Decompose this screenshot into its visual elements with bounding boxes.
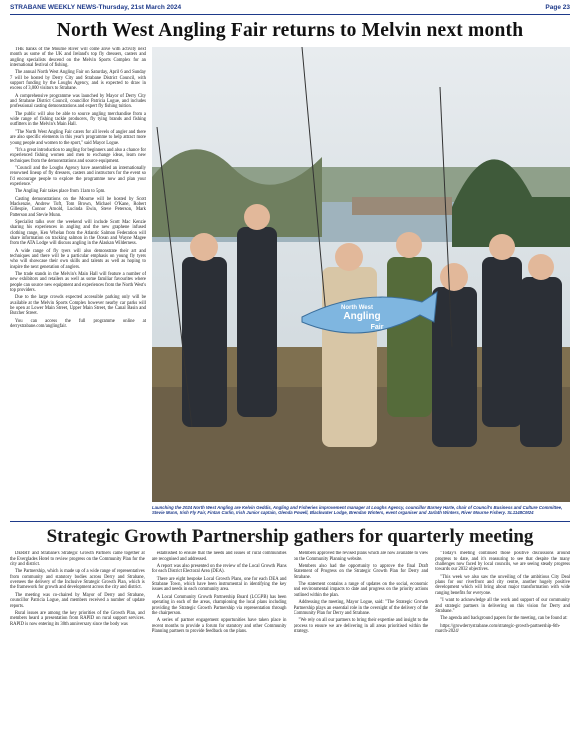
story2-paragraph: A report was also presented on the review of the Local Growth Plans for each District Electoral Area (DEA). <box>151 564 287 575</box>
story1-paragraph: Due to the large crowds expected accessible parking only will be available at the Melvin Sports Complex however nearby car parks will be open at Lower Main Street, Upper Main Street, the Canal Basin and Butcher Street. <box>10 295 146 317</box>
story2-paragraph: Addressing the meeting, Mayor Logue, said: "The Strategic Growth Partnership plays an essential role in the oversight of the delivery of the Community Plan for Derry and Strabane. <box>293 600 429 616</box>
story2-paragraph: The statement contains a range of updates on the social, economic and environmental impacts to date and progress on the priority actions outlined within the plan. <box>293 582 429 598</box>
story2-paragraph: "Today's meeting continued those positive discussions around progress to date, and it's reassuring to see that despite the many challenges now faced by local councils, we are seeing steady progress towards our 2032 objectives. <box>435 551 570 573</box>
group-photo <box>152 47 570 502</box>
photo-caption: Launching the 2024 North West Angling are Kelvin Geddis, Angling and Fisheries improvement manager at Loughs Agency, councillor Barney Harte, chair of Council's Business and Culture Committee, Stevie Munn, Irish Fly Fair, Fintan Carlin, Irish Junior captain, Glenda Powell, Blackwater Lodge, Brendan Winters, event organiser and Jarlath Winters, River Mourne Fishery. SL1148CM24 <box>152 505 563 516</box>
story1-paragraph: The annual North West Angling Fair on Saturday, April 6 and Sunday 7 will be hosted by Derry City and Strabane District Council, with support funding by the Loughs Agency, and is expected to draw in excess of 3,000 visitors to Strabane. <box>10 70 146 92</box>
story2-headline: Strategic Growth Partnership gathers for quarterly meeting <box>46 526 534 548</box>
group-photo-illustration <box>152 47 570 502</box>
story1-paragraph: "Council and the Loughs Agency have assembled an internationally renowned lineup of fly dressers, casters and instructors for the event so I'd encourage people to explore the programme now and plan your experience." <box>10 165 146 187</box>
story-divider <box>10 521 570 522</box>
masthead-date: STRABANE WEEKLY NEWS-Thursday, 21st March 2024 <box>10 3 182 11</box>
story2-paragraph: Rural issues are among the key priorities of the Growth Plan, and members heard a presentation from RAPID on rural support services. RAPID is now entering its 30th anniversary since the body was <box>10 610 145 627</box>
story2-paragraph: A Local Community Growth Partnership Board (LCGPB) has been operating in each of the areas, championing the local plans including providing the Strategic Growth Partnership via representation through the chairperson. <box>151 594 287 616</box>
story1-paragraph: A comprehensive programme was launched by Mayor of Derry City and Strabane District Council, councillor Patricia Logue, and includes professional casting demonstrations and expert fly fishing tuition. <box>10 93 146 110</box>
story2-paragraph: Members approved the revised plans which are now available to view on the Community Planning website. <box>293 551 429 562</box>
story2-paragraph: The Partnership, which is made up of a wide range of representatives from community and statutory bodies across Derry and Strabane, oversees the delivery of the Inclusive Strategic Growth Plan, which is the framework for growth and development across the city and district. <box>10 569 145 591</box>
story2-paragraph: "This week we also saw the unveiling of the ambitious City Deal plans for our riverfront and city centre, another hugely positive development which will bring about major transformation with wide ranging benefits for everyone. <box>435 574 570 596</box>
story1-paragraph: The public will also be able to source angling merchandise from a wide range of fishing tackle producers, fly tying brands and fishing outfitters in the Melvin's Main Hall. <box>10 111 146 128</box>
story1-body <box>10 47 570 502</box>
story1-paragraph: Specialist talks over the weekend will include Scott Mac Kenzie sharing his experiences in angling and the new graphene infused clothing range, Ken Whelan from the Atlantic Salmon Federation will share information on tracking salmon in the Ocean and Wayne Magee from the ATA Lodge will discuss angling in the Alaskan Wilderness. <box>10 219 146 247</box>
story2-paragraph: https://growderrystrabane.com/strategic-growth-partnership-6th-march-2024/ <box>435 623 561 634</box>
story1-headline: North West Angling Fair returns to Melvin next month <box>56 20 524 41</box>
story2-paragraph: There are eight bespoke Local Growth Plans, one for each DEA and Strabane Town, which have been instrumental in identifying the key issues and needs in each community area. <box>151 576 287 593</box>
sign-text-line-2: Angling <box>343 311 381 322</box>
story2-paragraph: The agenda and background papers for the meeting, can be found at: <box>440 616 568 622</box>
page-header <box>10 0 570 15</box>
story2-paragraph: The meeting was co-chaired by Mayor of Derry and Strabane, councillor Patricia Logue, and members received a number of update reports. <box>10 592 145 609</box>
story1-text-column <box>10 47 146 502</box>
story2-paragraph: DERRY and Strabane's Strategic Growth Partners came together at the Everglades Hotel to review progress on the Community Plan for the city and district. <box>10 551 145 568</box>
story1-paragraph: THE banks of the Mourne River will come alive with activity next month as some of the UK and Ireland's top fly dressers, casters and angling specialists descend on the Melvin Sports Complex for an international festival of fishing. <box>10 47 146 69</box>
story1-photo-block <box>152 47 570 502</box>
story2-paragraph: established to ensure that the needs and issues of rural communities are recognised and addressed. <box>151 551 287 562</box>
story2-column <box>294 551 429 715</box>
story2-body <box>10 551 570 715</box>
story1-paragraph: Casting demonstrations on the Mourne will be hosted by Scott Mackenzie, Andrew Toft, Tom Brown, Michael O'Kane, Robert Gillespie, Connor Arnold, Lucinda Ewin, Steve Peterson, Mark Patterson and Stevie Munn. <box>10 196 146 218</box>
story1-paragraph: "It's a great introduction to angling for beginners and also a chance for experienced fishing women and men to exchange ideas, learn new techniques from the demonstrations and source equipment. <box>10 147 146 164</box>
story2-paragraph: A series of partner engagement opportunities have taken place in recent months to provide a forum for statutory and other Community Planning partners to provide feedback on the plans. <box>151 618 287 634</box>
story1-paragraph: The Angling Fair takes place from 11am to 5pm. <box>15 189 106 195</box>
story2-paragraph: "We rely on all our partners to bring their expertise and insight to the process to ensure we are delivering in all areas prioritised within the strategy. <box>293 618 429 634</box>
story1-paragraph: You can access the full programme online at derrystrabane.com/anglingfair. <box>10 318 146 330</box>
sign-text-line-3: Fair <box>370 324 384 331</box>
page-number: Page 23 <box>545 3 570 11</box>
story2-column <box>10 551 145 715</box>
story2-paragraph: Members also had the opportunity to approve the final Draft Statement of Progress on the Strategic Growth Plan for Derry and Strabane. <box>293 564 429 580</box>
sign-text-line-1: North West <box>341 305 373 311</box>
story1-paragraph: A wide range of fly tyers will also demonstrate their art and techniques and there will be a particular emphasis on young fly tyers who will showcase their own skills and talents as well as hoping to inspire the next generation of anglers. <box>10 248 146 270</box>
story1-paragraph: The trade stands in the Melvin's Main Hall will feature a number of new exhibitors and retailers as well as some familiar favourites where people can source new equipment and experiences from the North West's top providers. <box>10 272 146 294</box>
story2-column <box>435 551 570 715</box>
story2-column <box>152 551 287 715</box>
story2-paragraph: "I want to acknowledge all the work and support of our community and strategic partners in delivering on this vision for Derry and Strabane." <box>435 598 570 614</box>
story1-paragraph: "The North West Angling Fair caters for all levels of angler and there are also specific elements in this year's programme to help attract more young people and women to the sport," said Mayor Logue. <box>10 129 146 146</box>
